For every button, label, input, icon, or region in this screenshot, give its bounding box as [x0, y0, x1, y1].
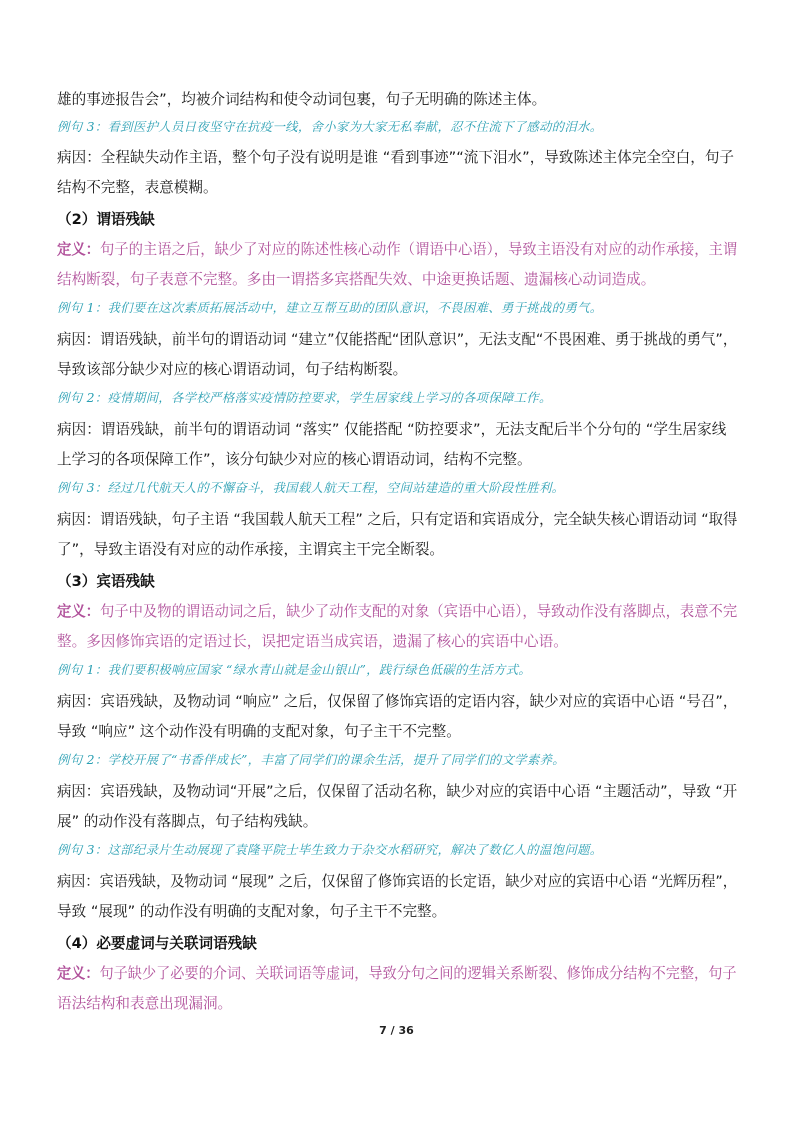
example-sentence: [57, 840, 602, 860]
line-text: 病因：宾语残缺，及物动词 “展现” 之后，仅保留了修饰宾语的长定语，缺少对应的宾语中心语 “光辉历程”，: [57, 873, 737, 890]
line-text: 结构不完整，表意模糊。: [57, 179, 218, 196]
diagnosis-text: [57, 420, 726, 440]
line-text: 例句 3：看到医护人员日夜坚守在抗疫一线，舍小家为大家无私奉献，忍不住流下了感动的泪水。: [57, 119, 603, 134]
section-heading: [57, 210, 155, 230]
line-text: 句子缺少了必要的介词、关联词语等虚词，导致分句之间的逻辑关系断裂、修饰成分结构不完整，句子: [99, 965, 737, 982]
line-text: 病因：谓语残缺，前半句的谓语动词 “落实” 仅能搭配 “防控要求”，无法支配后半个分句的 “学生居家线: [57, 421, 727, 438]
definition-label: 定义：: [57, 965, 100, 982]
line-text: 例句 2：疫情期间，各学校严格落实疫情防控要求，学生居家线上学习的各项保障工作。: [57, 390, 552, 405]
line-text: 句子的主语之后，缺少了对应的陈述性核心动作（谓语中心语），导致主语没有对应的动作承接，主谓: [99, 241, 738, 258]
definition-text: [57, 270, 655, 290]
diagnosis-text: [57, 872, 737, 892]
line-text: 例句 1：我们要积极响应国家 “绿水青山就是金山银山”，践行绿色低碳的生活方式。: [57, 662, 532, 677]
definition-label: 定义：: [57, 241, 100, 258]
line-text: （4）必要虚词与关联词语残缺: [57, 935, 257, 952]
diagnosis-text: [57, 90, 546, 110]
diagnosis-text: [57, 330, 737, 350]
example-sentence: [57, 750, 565, 770]
definition-text: [57, 240, 737, 260]
example-sentence: [57, 117, 602, 137]
line-text: 导致 “响应” 这个动作没有明确的支配对象，句子主干不完整。: [57, 723, 461, 740]
line-text: 例句 2：学校开展了“书香伴成长”，丰富了同学们的课余生活，提升了同学们的文学素养。: [57, 752, 565, 767]
definition-text: [57, 994, 232, 1014]
diagnosis-text: [57, 692, 737, 712]
line-text: 例句 3：这部纪录片生动展现了袁隆平院士毕生致力于杂交水稻研究，解决了数亿人的温饱问题。: [57, 842, 603, 857]
example-sentence: [57, 298, 602, 318]
line-text: （2）谓语残缺: [57, 211, 155, 228]
diagnosis-text: [57, 510, 737, 530]
line-text: 结构断裂，句子表意不完整。多由一谓搭多宾搭配失效、中途更换话题、遗漏核心动词造成。: [57, 271, 656, 288]
diagnosis-text: [57, 178, 218, 198]
line-text: 病因：宾语残缺，及物动词 “响应” 之后，仅保留了修饰宾语的定语内容，缺少对应的宾语中心语 “号召”，: [57, 693, 738, 710]
line-text: 病因：谓语残缺，句子主语 “我国载人航天工程” 之后，只有定语和宾语成分，完全缺失核心谓语动词 “取得: [57, 511, 738, 528]
diagnosis-text: [57, 360, 407, 380]
line-text: 病因：谓语残缺，前半句的谓语动词 “建立”仅能搭配“团队意识”，无法支配“不畏困难、勇于挑战的勇气”，: [57, 331, 738, 348]
section-heading: [57, 934, 257, 954]
line-text: 展” 的动作没有落脚点，句子结构残缺。: [57, 813, 318, 830]
line-text: 病因：全程缺失动作主语，整个句子没有说明是谁 “看到事迹”“流下泪水”，导致陈述主体完全空白，句子: [57, 149, 735, 166]
line-text: 语法结构和表意出现漏洞。: [57, 995, 233, 1012]
example-sentence: [57, 388, 552, 408]
diagnosis-text: [57, 782, 737, 802]
line-text: （3）宾语残缺: [57, 573, 155, 590]
section-heading: [57, 572, 155, 592]
definition-label: 定义：: [57, 603, 100, 620]
line-text: 整。多因修饰宾语的定语过长，误把定语当成宾语，遗漏了核心的宾语中心语。: [57, 633, 568, 650]
diagnosis-text: [57, 148, 734, 168]
line-text: 导致该部分缺少对应的核心谓语动词，句子结构断裂。: [57, 361, 408, 378]
diagnosis-text: [57, 812, 317, 832]
diagnosis-text: [57, 540, 444, 560]
example-sentence: [57, 478, 564, 498]
definition-text: [57, 632, 568, 652]
line-text: 上学习的各项保障工作”，该分句缺少对应的核心谓语动词，结构不完整。: [57, 451, 532, 468]
definition-text: [57, 602, 737, 622]
example-sentence: [57, 660, 531, 680]
diagnosis-text: [57, 450, 532, 470]
line-text: 例句 1：我们要在这次素质拓展活动中，建立互帮互助的团队意识，不畏困难、勇于挑战的勇气。: [57, 300, 603, 315]
line-text: 雄的事迹报告会”，均被介词结构和使令动词包裹，句子无明确的陈述主体。: [57, 91, 547, 108]
line-text: 了”，导致主语没有对应的动作承接，主谓宾主干完全断裂。: [57, 541, 445, 558]
diagnosis-text: [57, 902, 446, 922]
line-text: 句子中及物的谓语动词之后，缺少了动作支配的对象（宾语中心语），导致动作没有落脚点，表意不完: [99, 603, 738, 620]
page-number: 7 / 36: [379, 1024, 414, 1037]
line-text: 例句 3：经过几代航天人的不懈奋斗，我国载人航天工程，空间站建造的重大阶段性胜利。: [57, 480, 565, 495]
line-text: 病因：宾语残缺，及物动词“开展”之后，仅保留了活动名称，缺少对应的宾语中心语 “主题活动”，导致 “开: [57, 783, 738, 800]
line-text: 导致 “展现” 的动作没有明确的支配对象，句子主干不完整。: [57, 903, 447, 920]
diagnosis-text: [57, 722, 461, 742]
definition-text: [57, 964, 737, 984]
